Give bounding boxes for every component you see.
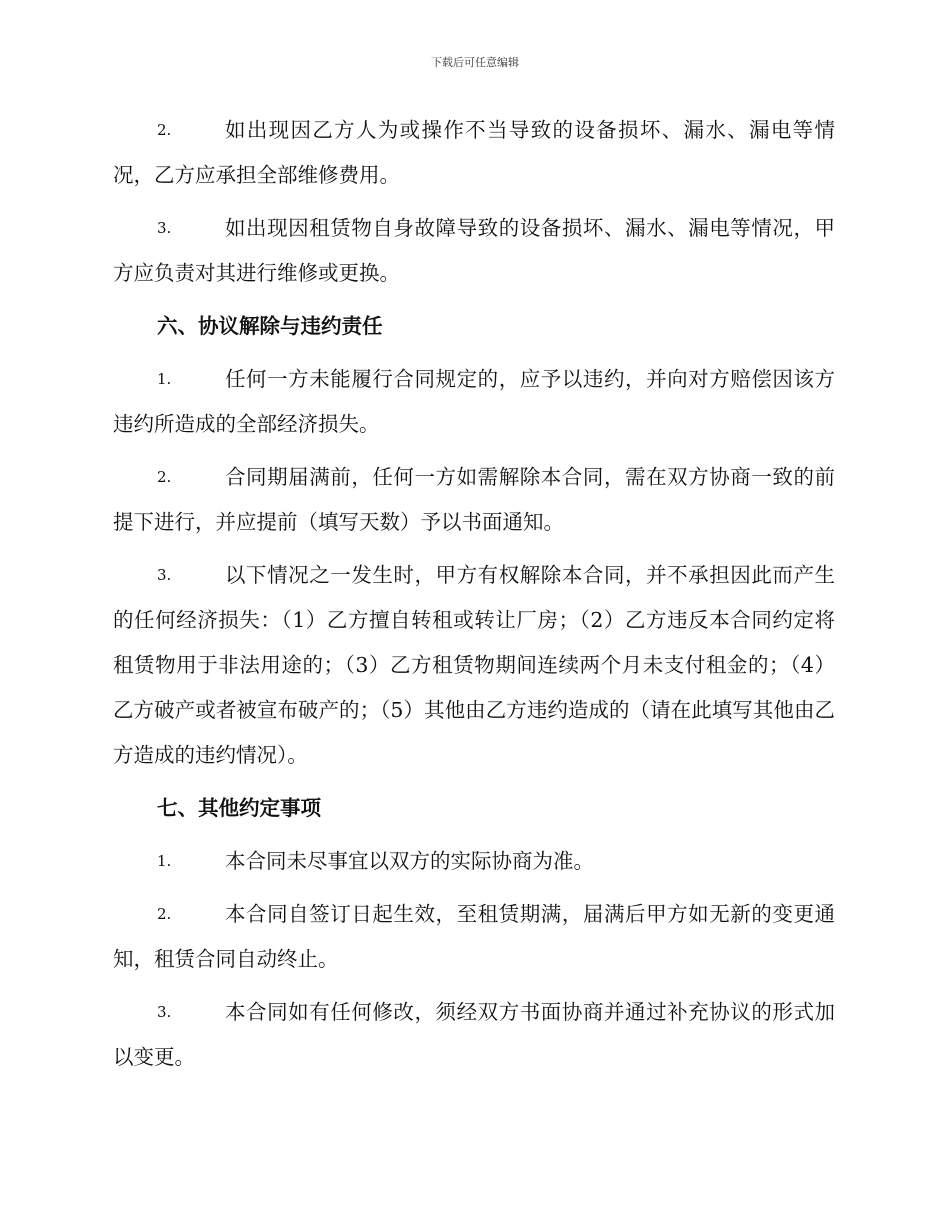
clause-number: 3. — [157, 1003, 172, 1021]
clause-text: 如出现因租赁物自身故障导致的设备损坏、漏水、漏电等情况，甲方应负责对其进行维修或更换。 — [113, 216, 835, 285]
clause-number: 2. — [157, 468, 172, 486]
clause-number: 2. — [157, 121, 172, 139]
clause-paragraph — [113, 206, 835, 296]
clause-text: 如出现因乙方人为或操作不当导致的设备损坏、漏水、漏电等情况，乙方应承担全部维修费用。 — [113, 118, 835, 187]
clause-paragraph — [113, 108, 835, 198]
clause-paragraph — [113, 455, 835, 545]
clause-paragraph — [113, 990, 835, 1080]
section-heading: 七、其他约定事项 — [157, 796, 321, 820]
clause-text: 本合同自签订日起生效，至租赁期满，届满后甲方如无新的变更通知，租赁合同自动终止。 — [113, 902, 835, 971]
clause-paragraph — [113, 892, 835, 982]
clause-number: 2. — [157, 905, 172, 923]
clause-text: 任何一方未能履行合同规定的，应予以违约，并向对方赔偿因该方违约所造成的全部经济损失。 — [113, 367, 835, 436]
page-header: 下载后可任意编辑 — [431, 56, 519, 69]
clause-text: 以下情况之一发生时，甲方有权解除本合同，并不承担因此而产生的任何经济损失：（1）乙方擅自转租或转让厂房；（2）乙方违反本合同约定将租赁物用于非法用途的；（3）乙方租赁物期间连续两个月未支付租金的；（4）乙方破产或者被宣布破产的；（5）其他由乙方违约造成的（请在此填写其他由乙方造成的违约情况）。 — [113, 563, 835, 767]
clause-number: 3. — [157, 219, 172, 237]
clause-text: 本合同未尽事宜以双方的实际协商为准。 — [225, 849, 594, 873]
clause-number: 1. — [157, 370, 172, 388]
clause-number: 1. — [157, 852, 172, 870]
clause-paragraph — [113, 553, 835, 778]
clause-paragraph — [113, 357, 835, 447]
clause-text: 合同期届满前，任何一方如需解除本合同，需在双方协商一致的前提下进行，并应提前（填写天数）予以书面通知。 — [113, 465, 835, 534]
document-body — [113, 108, 835, 1088]
clause-text: 本合同如有任何修改，须经双方书面协商并通过补充协议的形式加以变更。 — [113, 1000, 835, 1069]
clause-paragraph — [113, 839, 835, 884]
clause-number: 3. — [157, 566, 172, 584]
section-heading: 六、协议解除与违约责任 — [157, 314, 383, 338]
